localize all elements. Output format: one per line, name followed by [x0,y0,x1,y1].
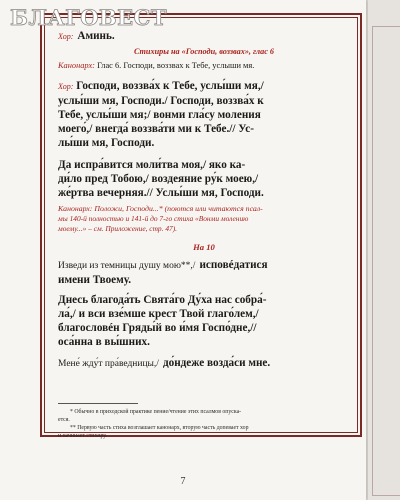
kanonarch-line-1 [58,59,350,73]
psalm-a-line-text: Господи, воззва́х к Тебе, услы́ши мя,/ [76,80,264,92]
verse-last [58,355,350,371]
stichera-heading: Стихиры на «Господи, воззвах», глас 6 [133,47,275,56]
kanonarch-label: Канонарх: [58,61,95,70]
verse-10-line [58,257,350,273]
na-10-heading: На 10 [193,242,215,252]
blagovest-watermark-logo [8,2,178,32]
choir-label: Хор: [58,82,74,91]
footnotes [58,408,350,440]
sticheron-hymn [58,293,350,349]
verse-kanonarch-part: Изведи из темницы душу мою**,/ [58,261,196,271]
psalm-a-line: моего́,/ внегда́ воззва́ти ми к Тебе.// Ус- [58,123,254,135]
page-number: 7 [180,476,186,487]
psalm-140-part-b [58,158,350,200]
verse-choir-part: до́ндеже возда́си мне. [162,357,271,369]
psalm-140-part-a [58,79,350,150]
kanonarch-rubric-line: мы 140-й полностью и 141-й до 7-го стиха «Вонми молению [58,214,249,223]
svg-text:БЛАГОВЕСТ: БЛАГОВЕСТ [10,5,168,30]
psalm-b-line: ди́ло пред Тобою,/ воздеяние ру́к моею,/ [58,173,259,185]
kanonarch-rubric-line: моему...» – см. Приложение, стр. 47). [58,224,178,233]
psalm-a-line [58,79,350,94]
hymn-line: Днесь благода́ть Свята́го Ду́ха нас собра́- [58,294,267,306]
facing-page-frame [372,26,400,496]
amen-text: Аминь. [77,30,115,42]
hymn-line: оса́нна в вы́шних. [58,336,150,348]
psalm-b-line: же́ртва вечерняя.// Услы́ши мя, Господи. [58,187,264,199]
psalm-b-line: Да испра́вится моли́тва моя,/ яко ка- [58,159,246,171]
kanonarch-rubric-line [58,204,350,214]
footnote-divider [58,403,138,404]
kanonarch-rubric-text: Положи, Господи...* (поются или читаются псал- [94,204,263,213]
service-text [58,28,350,371]
kanonarch-rubric-2 [58,204,350,234]
choir-label: Хор: [58,32,74,41]
footnote-line: ** Первую часть стиха возглашает канонарх, вторую часть допевает хор [70,425,249,431]
hymn-line: благословéн Гряды́й во и́мя Госпо́дне,// [58,322,257,334]
verse-10 [58,257,350,287]
footnote-line: ется. [58,417,70,423]
kanonarch-text: Глас 6. Господи, воззвах к Тебе, услыши мя. [97,61,255,70]
footnote-line: и начинает стихиру. [58,433,108,439]
verse-10-line: имени Твоему. [58,274,132,286]
psalm-a-line: Тебе, услы́ши мя;/ вонми гла́су моления [58,109,261,121]
verse-choir-part: исповéдатися [199,259,268,271]
facing-page-edge [368,0,400,500]
kanonarch-label: Канонарх: [58,204,93,213]
hymn-line: ла́,/ и вси взе́мше крест Твой глаго́лем,/ [58,308,259,320]
psalm-a-line: услы́ши мя, Господи./ Господи, воззва́х к [58,95,264,107]
verse-kanonarch-part: Мене́ жду́т пра́ведницы,/ [58,359,159,369]
psalm-a-line: лы́ши мя, Господи. [58,137,155,149]
footnote-line: * Обычно в приходской практике пение/чтение этих псалмов опуска- [70,409,242,415]
